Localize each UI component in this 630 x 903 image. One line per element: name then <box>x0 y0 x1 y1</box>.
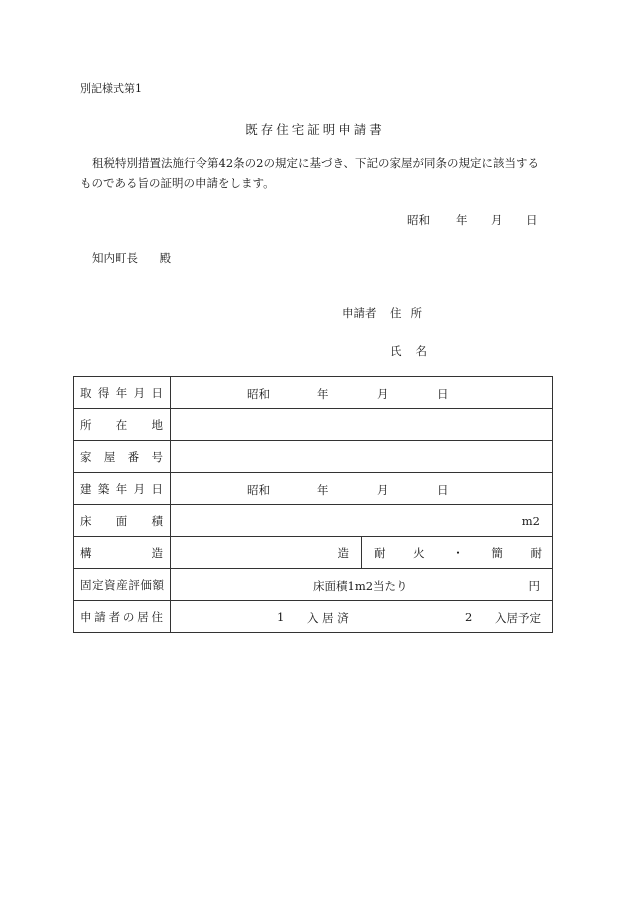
certificate-table <box>73 376 553 633</box>
label-char: 積 <box>151 513 163 528</box>
label-char: 建 <box>80 481 92 496</box>
fireproof-char: 耐 <box>374 545 386 560</box>
floor-area-cell[interactable] <box>171 505 553 537</box>
option-planned[interactable]: 入居予定 <box>495 611 541 625</box>
applicant-name-label: 氏名 <box>390 344 441 358</box>
area-unit: m2 <box>521 513 540 528</box>
era-label: 昭和 <box>247 483 270 497</box>
day-label: 日 <box>437 483 449 497</box>
month-label: 月 <box>377 483 389 497</box>
table-row <box>74 409 553 441</box>
label-char: 築 <box>97 481 110 496</box>
label-char: 造 <box>151 545 163 560</box>
intro-line-1: 租税特別措置法施行令第42条の2の規定に基づき、下記の家屋が同条の規定に該当する <box>92 156 539 170</box>
label-char: 申 <box>80 609 92 624</box>
label-char: 屋 <box>103 449 116 464</box>
option-moved-in[interactable]: 入 居 済 <box>307 611 349 625</box>
fireproof-char: 簡 <box>491 545 503 560</box>
document-title: 既存住宅証明申請書 <box>245 122 385 137</box>
label-char: 床 <box>80 513 92 528</box>
date-day: 日 <box>526 213 538 227</box>
date-year: 年 <box>456 213 468 227</box>
row-label-floor-area <box>74 505 171 537</box>
label-char: 日 <box>151 481 163 496</box>
label-text <box>74 577 170 593</box>
label-text <box>74 417 170 433</box>
table-row <box>74 505 553 537</box>
applicant-address-label: 住所 <box>390 306 431 320</box>
addressee <box>92 250 171 266</box>
house-number-cell[interactable] <box>171 441 553 473</box>
structure-cell[interactable] <box>171 537 362 569</box>
form-number: 別記様式第1 <box>80 82 142 95</box>
fireproof-type-cell[interactable] <box>362 537 553 569</box>
row-label-valuation <box>74 569 171 601</box>
label-char: 月 <box>133 385 146 400</box>
addressee-honorific: 殿 <box>159 251 172 265</box>
label-text <box>74 513 170 529</box>
label-char: 固 <box>80 577 92 592</box>
label-char: 所 <box>80 417 92 432</box>
month-label: 月 <box>377 387 389 401</box>
label-char: 月 <box>133 481 146 496</box>
date-month: 月 <box>491 213 503 227</box>
label-char: 資 <box>104 577 116 592</box>
label-char: 価 <box>140 577 152 592</box>
option-1-number: 1 <box>277 610 285 624</box>
applicant-label: 申請者 <box>342 306 377 320</box>
valuation-unit: 円 <box>528 579 540 593</box>
label-char: 構 <box>80 545 92 560</box>
valuation-text: 床面積1m2当たり <box>313 579 408 593</box>
row-label-acquisition-date <box>74 377 171 409</box>
era-label: 昭和 <box>247 387 270 401</box>
structure-suffix: 造 <box>337 545 349 560</box>
label-char: 者 <box>108 609 121 624</box>
label-char: 号 <box>151 449 163 464</box>
label-char: 日 <box>151 385 163 400</box>
label-char: 額 <box>152 577 164 592</box>
intro-paragraph <box>80 153 560 193</box>
label-text <box>74 385 170 401</box>
label-text <box>74 545 170 561</box>
label-text <box>74 481 170 497</box>
row-label-location <box>74 409 171 441</box>
fireproof-char: ・ <box>452 545 464 560</box>
table-row <box>74 377 553 409</box>
acquisition-date-cell[interactable] <box>171 377 553 409</box>
table-row <box>74 537 553 569</box>
label-char: 家 <box>80 449 92 464</box>
table-row <box>74 601 553 633</box>
intro-line-2: ものである旨の証明の申請をします。 <box>80 176 275 190</box>
date-era: 昭和 <box>407 213 430 227</box>
addressee-name: 知内町長 <box>92 251 138 265</box>
label-char: 面 <box>115 513 128 528</box>
year-label: 年 <box>317 483 329 497</box>
label-char: 請 <box>94 609 106 624</box>
table-row <box>74 441 553 473</box>
table-row <box>74 473 553 505</box>
row-label-residence <box>74 601 171 633</box>
label-char: の <box>122 609 135 624</box>
row-label-structure <box>74 537 171 569</box>
row-label-construction-date <box>74 473 171 505</box>
label-char: 得 <box>97 385 110 400</box>
label-char: 産 <box>116 577 128 592</box>
label-char: 住 <box>151 609 163 624</box>
fireproof-char: 耐 <box>530 545 542 560</box>
residence-cell[interactable] <box>171 601 553 633</box>
row-label-house-number <box>74 441 171 473</box>
fireproof-chars <box>362 545 552 561</box>
option-2-number: 2 <box>465 610 473 624</box>
label-char: 番 <box>127 449 140 464</box>
label-char: 評 <box>128 577 140 592</box>
label-char: 年 <box>115 481 128 496</box>
day-label: 日 <box>437 387 449 401</box>
label-char: 年 <box>115 385 128 400</box>
label-char: 在 <box>115 417 128 432</box>
year-label: 年 <box>317 387 329 401</box>
label-char: 地 <box>151 417 163 432</box>
label-text <box>74 609 170 625</box>
construction-date-cell[interactable] <box>171 473 553 505</box>
label-char: 居 <box>137 609 149 624</box>
fireproof-char: 火 <box>413 545 425 560</box>
label-text <box>74 449 170 465</box>
valuation-cell[interactable] <box>171 569 553 601</box>
location-cell[interactable] <box>171 409 553 441</box>
label-char: 定 <box>92 577 104 592</box>
table-row <box>74 569 553 601</box>
label-char: 取 <box>80 385 92 400</box>
